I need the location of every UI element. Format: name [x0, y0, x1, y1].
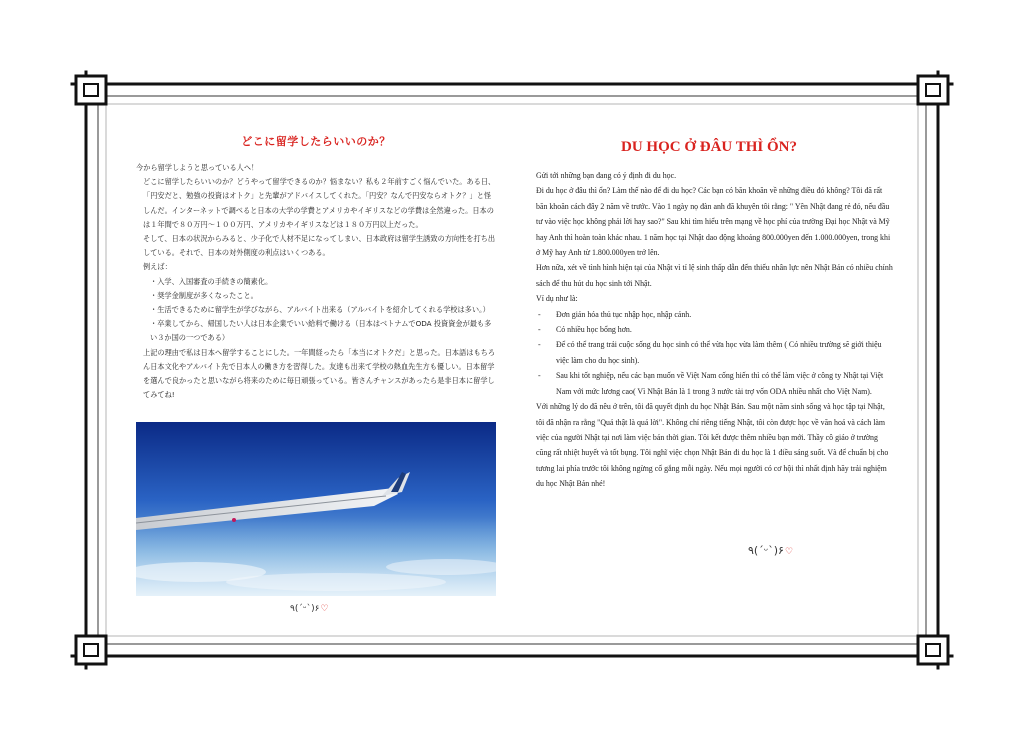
vietnamese-greeting: Gửi tới những bạn đang có ý định đi du học.	[536, 171, 677, 180]
japanese-paragraph: そして、日本の状況からみると、少子化で人材不足になってしまい、日本政府は留学生誘致の方向性を打ち出している。それで、日本の対外側度の利点はいくつある。	[143, 234, 496, 258]
heart-icon: ♡	[784, 547, 794, 557]
japanese-greeting: 今から留学しようと思っている人へ！	[136, 163, 259, 172]
vietnamese-paragraph: Đi du học ở đâu thì ổn? Làm thế nào để đi du học? Các bạn có băn khoăn về những điều đó không? Tôi đã rất băn khoăn cách đây 2 năm về trước. Vào 1 ngày nọ đàn anh đã khuyên tôi rằng: " Yên Nhật đang rẻ đó, nếu đầu tư vào việc học không phải lời hay sao?" Sau khi tìm hiểu trên mạng về học phí của trường Đại học Nhật và Mỹ hay Anh thì hoàn toàn khác nhau. 1 năm học tại Nhật dao động khoảng 800.000yen đến 1.000.000yen, trong khi ở Mỹ hay Anh từ 1.800.000yen trở lên.	[536, 186, 891, 258]
vietnamese-example-label: Ví dụ như là:	[536, 294, 578, 304]
japanese-kaomoji	[290, 604, 329, 614]
dash-marker: -	[538, 340, 541, 350]
corner-top-right	[918, 76, 948, 104]
corner-bottom-right	[918, 636, 948, 664]
bullet-text: Đơn giản hóa thủ tục nhập học, nhập cảnh.	[556, 309, 692, 319]
vietnamese-title: DU HỌC Ở ĐÂU THÌ ỔN?	[621, 139, 797, 155]
japanese-example-label: 例えば：	[143, 262, 172, 272]
kaomoji-face: ٩(ˊᵕˋ)۶	[290, 604, 320, 614]
bullet-text: Để có thể trang trải cuộc sống du học sinh có thể vừa học vừa làm thêm ( Có nhiều trường sẽ giới thiệu việc làm cho du học sinh).	[556, 340, 882, 365]
japanese-closing: 上記の理由で私は日本へ留学することにした。一年間経ったら「本当にオトクだ」と思った。日本語はもちろん日本文化やアルバイト先で日本人の働き方を習得した。友達も出来て学校の熱血先生方も優しい。日本留学を選んで良かったと思いながら将来のために毎日頑張っている。皆さんチャンスがあったら是非日本に留学してみてね!	[143, 347, 496, 400]
japanese-article	[136, 133, 496, 402]
airplane-wing-photo	[136, 422, 496, 596]
vietnamese-article	[524, 133, 894, 492]
vietnamese-closing: Với những lý do đã nêu ở trên, tôi đã quyết định du học Nhật Bản. Sau một năm sinh sống và học tập tại Nhật, tôi đã nhận ra rằng "Quả thật là quá lời". Không chỉ riêng tiếng Nhật, tôi còn được học về văn hoá và cách làm việc của người Nhật tại nơi làm việc bán thời gian. Tôi kết được thêm nhiều bạn mới. Thầy cô giáo ở trường cũng rất nhiệt huyết và tốt bụng. Tôi nghĩ việc chọn Nhật Bản đi du học là 1 điều sáng suốt. Và để chuẩn bị cho tương lai phía trước tôi không ngừng cố gắng mỗi ngày. Nếu mọi người có cơ hội thì nhất định hãy trải nghiệm du học Nhật Bản nhé!	[536, 402, 889, 489]
corner-bottom-left	[76, 636, 106, 664]
vietnamese-bullet	[524, 307, 894, 322]
corner-top-left	[76, 76, 106, 104]
vietnamese-bullet-list	[524, 307, 894, 399]
vietnamese-bullet	[524, 322, 894, 337]
dash-marker: -	[538, 325, 541, 335]
vietnamese-bullet	[524, 368, 894, 399]
japanese-paragraph: どこに留学したらいいのか？どうやって留学できるのか？悩まない？私も２年前すごく悩んでいた。ある日、「円安だと、勉強の投資はオトク」と先輩がアドバイスしてくれた。「円安？なんで円安ならオトク？」と怪しんだ。インターネットで調べると日本の大学の学費とアメリカやイギリスなどの学費は全然違った。日本のは１年間で８０万円～１００万円、アメリカやイギリスなどは１８０万円以上だった。	[143, 177, 496, 229]
heart-icon: ♡	[320, 604, 329, 614]
bullet-text: Sau khi tốt nghiệp, nếu các bạn muốn về Việt Nam cống hiến thì có thể làm việc ở công ty Nhật tại Việt Nam với mức lương cao( Vì Nhật Bản là 1 trong 3 nước tài trợ vốn ODA nhiều nhất cho Việt Nam).	[556, 371, 884, 396]
japanese-bullet: ・卒業してから、帰国したい人は日本企業でいい給料で働ける（日本はベトナムでODA 投資資金が最も多い３か国の一つである）	[150, 319, 492, 343]
bullet-text: Có nhiều học bổng hơn.	[556, 325, 632, 335]
vietnamese-bullet	[524, 337, 894, 368]
japanese-bullet: ・入学、入国審査の手続きの簡素化。	[150, 276, 273, 286]
vietnamese-kaomoji	[748, 544, 793, 557]
japanese-bullet: ・生活できるために留学生が学びながら、アルバイト出来る（アルバイトを紹介してくれる学校は多い。）	[150, 305, 490, 315]
dash-marker: -	[538, 309, 541, 319]
japanese-title: どこに留学したらいいのか？	[241, 135, 391, 148]
dash-marker: -	[538, 371, 541, 381]
japanese-bullet: ・奨学金制度が多くなったこと。	[150, 290, 258, 300]
vietnamese-paragraph: Hơn nữa, xét về tình hình hiện tại của Nhật vì tỉ lệ sinh thấp dẫn đến thiếu nhân lực nên Nhật Bản có nhiều chính sách để thu hút du học sinh tới Nhật.	[536, 263, 893, 288]
kaomoji-face: ٩(ˊᵕˋ)۶	[748, 544, 784, 557]
